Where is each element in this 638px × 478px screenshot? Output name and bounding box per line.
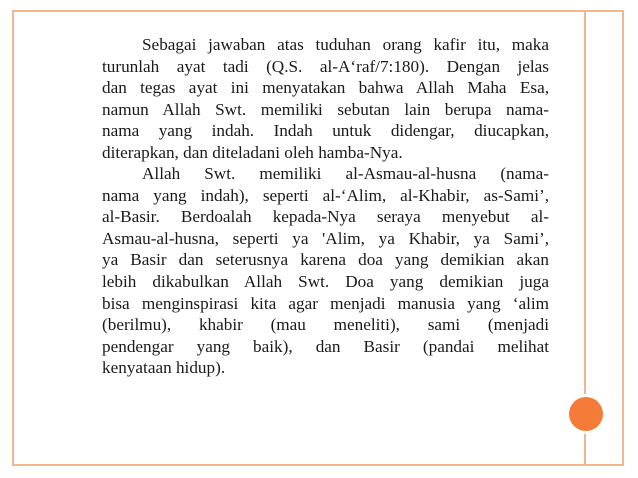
text-line: diterapkan, dan diteladani oleh hamba-Nya. — [102, 142, 403, 162]
text-line: Allah Swt. memiliki al-Asmau-al-husna (nama- — [142, 164, 549, 184]
paragraph-2 — [62, 163, 549, 378]
text-line: Sebagai jawaban atas tuduhan orang kafir itu, maka — [142, 35, 549, 54]
text-line: bisa menginspirasi kita agar menjadi manusia yang ‘alim — [102, 293, 549, 313]
text-line: turunlah ayat tadi (Q.S. al-A‘raf/7:180). Dengan jelas — [102, 56, 549, 76]
text-line: (berilmu), khabir (mau meneliti), sami (menjadi — [102, 315, 549, 335]
text-line: kenyataan hidup). — [102, 358, 226, 378]
text-line: lebih dikabulkan Allah Swt. Doa yang demikian juga — [102, 272, 549, 292]
text-line: Asmau-al-husna, seperti ya 'Alim, ya Khabir, ya Sami’, — [102, 228, 549, 248]
text-line: nama yang indah), seperti al-‘Alim, al-Khabir, as-Sami’, — [102, 185, 549, 205]
accent-dot — [569, 397, 603, 431]
text-line: namun Allah Swt. memiliki sebutan lain berupa nama- — [102, 99, 549, 119]
text-line: al-Basir. Berdoalah kepada-Nya seraya menyebut al- — [102, 207, 549, 227]
text-line: dan tegas ayat ini menyatakan bahwa Allah Maha Esa, — [102, 78, 549, 98]
text-line: nama yang indah. Indah untuk didengar, diucapkan, — [102, 121, 549, 141]
paragraph-1 — [62, 34, 549, 163]
text-line: ya Basir dan seterusnya karena doa yang demikian akan — [102, 250, 549, 270]
text-line: pendengar yang baik), dan Basir (pandai melihat — [102, 336, 549, 356]
slide-text-body — [62, 34, 549, 379]
